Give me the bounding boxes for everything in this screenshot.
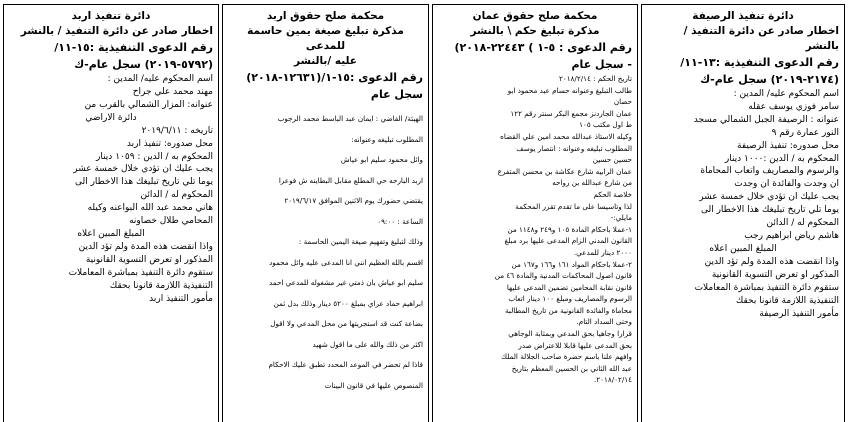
notice-column-amman — [432, 4, 638, 422]
body-line: المطلوب تبليغه وعنوانه : انتصار يوسف — [516, 143, 632, 153]
body-line: طالب التبليغ وعنوانه حسام عبد محمود ابو — [507, 85, 632, 95]
body-line: يوما تلي تاريخ تبليغك هذا الاخطار الى — [74, 177, 213, 188]
body-line: ٢٠١٨/٠٢/١٤. — [593, 375, 632, 385]
body-line: حسين حسين — [592, 155, 632, 165]
body-line: المبلغ المبين اعلاه — [709, 243, 777, 254]
body-line: وذلك لتبليغ وتفهيم صيغة اليمين الحاسمة : — [298, 237, 423, 246]
notice-body — [228, 109, 423, 396]
body-line: اسم المحكوم عليه/ المدين : — [733, 89, 839, 99]
body-line: عنوانه: المزار الشمالي بالقرب من — [84, 99, 213, 110]
body-line: عنوانه : الرصيفة الجبل الشمالي مسجد — [693, 114, 839, 125]
body-line: مهند محمد علي جراح — [132, 86, 213, 97]
body-line: المحكوم له / الدائن — [140, 190, 213, 201]
notice-column-rusaifa — [641, 4, 845, 422]
signature-line: مأمور التنفيذ الرصيفة — [759, 308, 839, 319]
body-line: وائل محمود سليم ابو عياش — [340, 155, 423, 164]
body-line: عمان الجاردنز مجمع البكر سنتر رقم ١٢٢ — [510, 108, 632, 118]
body-line: الرسوم والمصاريف ومبلغ ١٠٠ دينار اتعاب — [508, 294, 632, 304]
body-line: المبلغ المبين اعلاه — [77, 228, 145, 239]
body-line: المحامي طلال خصاونه — [129, 216, 213, 227]
body-line: يجب عليك ان تؤدي خلال خمسة عشر — [73, 164, 213, 175]
body-line: محل صدوره: تنفيذ اربد — [126, 138, 213, 149]
body-line: قانون اصول المحاكمات المدنية والمادة ٤٦ من — [494, 271, 632, 281]
body-line: الساعة : ٠٩:٠٠ — [377, 216, 423, 226]
body-line: مايلي:- — [610, 213, 632, 223]
body-line: التنفيذية اللازمة قانونا بحقك — [735, 295, 839, 306]
body-line: بحق المدعى عليها قابلا للاعتراض صدر — [518, 340, 632, 350]
body-line: وكيله الاستاذ عبدالله محمد امين علي القضاه — [500, 131, 632, 141]
body-line: ٢٠٠٠ دينار للمدعي. — [573, 247, 632, 257]
notice-title: دائرة تنفيذ الرصيفة — [692, 10, 794, 22]
body-line: وافهم علنا باسم حضرة صاحب الجلالة الملك — [501, 352, 632, 362]
body-line: والرسوم والمصاريف واتعاب المحاماة — [700, 166, 839, 177]
case-year: (٥٧٩٢-٢٠١٩) سجل عام-ك — [74, 58, 213, 71]
body-line: خلاصة الحكم — [593, 189, 632, 199]
body-line: اقسم بالله العظيم انني انا المدعى عليه وائل محمود — [269, 257, 423, 267]
body-line: اسم المحكوم عليه/ المدين : — [107, 74, 213, 84]
body-line: محل صدوره: تنفيذ الرصيفة — [737, 140, 839, 151]
signature-line: مأمور التنفيذ اربد — [149, 293, 213, 304]
body-line: هاني محمد عبد الله البواعنه وكيله — [87, 203, 213, 214]
notice-column-irbid-court — [222, 4, 429, 422]
notice-title: محكمة صلح حقوق عمان — [472, 10, 598, 22]
notice-body — [438, 73, 632, 386]
body-line: قرارا وجاهيا بحق المدعي وبمثابة الوجاهي — [508, 329, 632, 339]
body-line: تاريخ الحكم : ٢٠١٨/٢/١٤ — [558, 74, 632, 83]
case-year: سجل عام — [370, 88, 423, 101]
body-line: المذكور او تعرض التسوية القانونية — [711, 269, 839, 280]
body-line: ان وجدت والفائدة ان وجدت — [734, 179, 839, 190]
notice-column-irbid-execution — [3, 4, 219, 422]
body-line: يوما تلي تاريخ تبليغك هذا الاخطار الى — [700, 205, 839, 216]
body-line: من شارع عبدالله بن رواحه — [552, 178, 632, 188]
body-line: المحكوم له / الدائن — [766, 218, 839, 229]
notice-subtitle: اخطار صادر عن دائرة التنفيذ / بالنشر — [683, 25, 839, 52]
body-line: القانون المدني الزام المدعى عليها برد مبلغ — [504, 236, 632, 246]
body-line: ستقوم دائرة التنفيذ بمباشرة المعاملات — [694, 282, 839, 293]
case-year: (٢١٧٤-٢٠١٩) سجل عام-ك — [700, 73, 839, 86]
body-line: سامر فوزي يوسف عقله — [748, 101, 839, 112]
notice-body — [647, 88, 839, 320]
body-line: عمان الرابيه شارع عكاشة بن محسن المتفرع — [497, 166, 632, 176]
body-line: يجب عليك ان تؤدي خلال خمسة عشر — [699, 192, 839, 203]
notice-subtitle-2: عليه /بالنشر — [294, 55, 357, 67]
notice-subtitle: اخطار صادر عن دائرة التنفيذ / بالنشر — [20, 25, 213, 37]
body-line: تاريخه : ٢٠١٩/٦/١١ — [141, 125, 213, 136]
body-line: هاشم رياض ابراهيم رجب — [744, 230, 839, 241]
case-number: رقم الدعوى التنفيذية :١٥-١١/ — [54, 41, 213, 54]
body-line: ط اول مكتب ١٠٥ — [579, 120, 632, 130]
body-line: دائرة الاراضي — [85, 112, 137, 123]
body-line: الهيئة/ القاضي : ايمان عبد الباسط محمد الرجوب — [277, 114, 423, 123]
case-number: رقم الدعوى :١٥-١/(١٢٦٣١-٢٠١٨) — [246, 71, 423, 84]
body-line: ٢-عملا باحكام المواد ١٦١ و١٦٦ و١٦٧ من — [511, 259, 632, 269]
notice-subtitle: مذكرة تبليغ صيغة يمين حاسمة للمدعى — [247, 25, 404, 52]
body-line: اكثر من ذلك والله على ما اقول شهيد — [312, 339, 423, 349]
body-line: بضاعة كنت قد استجريتها من محل المدعي ولا اقول — [270, 319, 423, 328]
body-line: واذا انقضت هذه المدة ولم تؤد الدين — [704, 256, 839, 267]
body-line: النور عمارة رقم ٩ — [771, 127, 839, 138]
body-line: المذكور او تعرض التسوية القانونية — [85, 254, 213, 265]
body-line: ستقوم دائرة التنفيذ بمباشرة المعاملات — [68, 267, 213, 278]
body-line: المحكوم به / الدين : ١٠٥٩ دينار — [96, 151, 213, 162]
case-number: رقم الدعوى التنفيذية :١٣-١١/ — [680, 56, 839, 69]
notice-title: محكمة صلح حقوق اربد — [266, 10, 385, 22]
body-line: اربد البارحه حي المطلع مقابل البطاينه ش فوعرا — [278, 175, 423, 185]
body-line: لذا وتاسيسا على ما تقدم تقرر المحكمة — [515, 201, 632, 211]
body-line: المنصوص عليها في قانون البينات — [324, 380, 423, 390]
body-line: حصان — [613, 97, 632, 107]
body-line: فاذا لم تحضر في الموعد المحدد تطبق عليك الاحكام — [268, 360, 423, 369]
body-line: وحتى السداد التام. — [576, 317, 632, 327]
body-line: ١-عملا باحكام المادة ١٠٥ و٢٤٩ و١١٤٨ من — [507, 224, 632, 234]
body-line: قانون نقابة المحامين تضمين المدعى عليها — [506, 282, 632, 292]
body-line: المحكوم به / الدين :١٠٠٠ دينار — [724, 153, 839, 164]
notice-subtitle: مذكرة تبليغ حكم \ بالنشر — [470, 25, 600, 37]
case-year: - سجل عام — [571, 58, 632, 71]
case-number: رقم الدعوى : ٥-١ ) ٢٢٤٤٣-٢٠١٨) — [454, 41, 632, 54]
body-line: المطلوب تبليغه وعنوانه: — [351, 134, 423, 144]
body-line: واذا انقضت هذه المدة ولم تؤد الدين — [78, 241, 213, 252]
body-line: ابراهيم حماد عراي بمبلغ ٥٢٠٠ دينار وذلك بدل ثمن — [273, 298, 423, 308]
body-line: يقتضي حضورك يوم الاثنين الموافق ٢٠١٩/٦/١٧ — [284, 196, 423, 205]
notice-title: دائرة تنفيذ اربد — [71, 10, 151, 22]
body-line: محاماة والفائدة القانونية من تاريخ المطالبة — [505, 305, 632, 315]
body-line: التنفيذية اللازمة قانونا بحقك — [109, 280, 213, 291]
body-line: سليم ابو عياش بان ذمتي غير مشغوله للمدعي احمد — [269, 278, 423, 287]
body-line: عبد الله الثاني بن الحسين المعظم بتاريخ — [511, 363, 632, 373]
notice-body — [9, 73, 213, 306]
